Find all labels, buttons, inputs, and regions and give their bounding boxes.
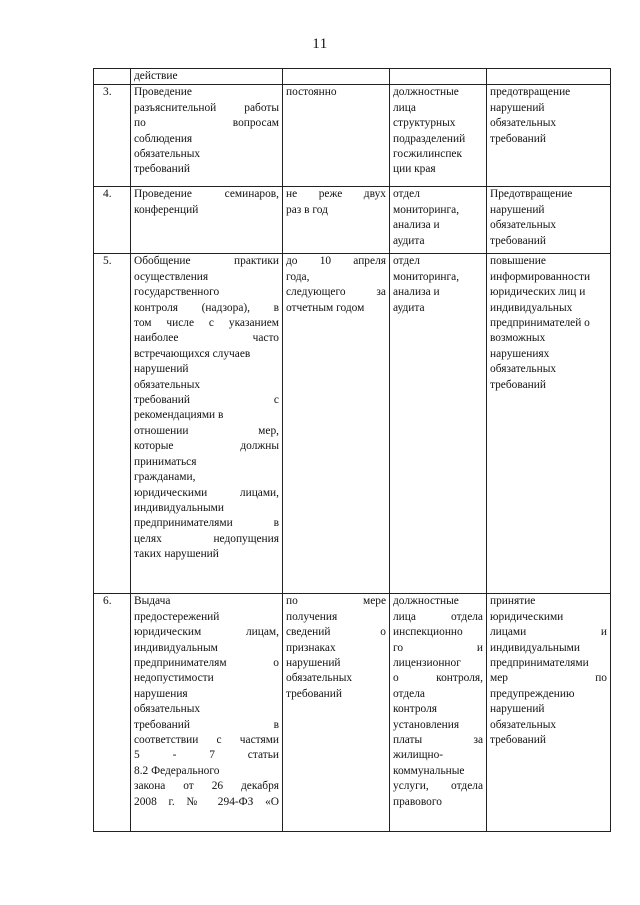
action-line: гражданами, [134, 471, 196, 484]
responsible-line: платы за [393, 734, 483, 747]
action-line: индивидуальным [134, 641, 218, 654]
result-line: обязательных [490, 718, 557, 731]
action-line: таких нарушений [134, 548, 219, 561]
cell-responsible [390, 85, 487, 187]
action-line: осуществления [134, 270, 209, 283]
responsible-line: отдел [393, 188, 420, 201]
result-line: нарушений [490, 703, 545, 716]
result-line: обязательных [490, 117, 557, 130]
action-line: предпринимателями в [134, 517, 279, 530]
result-line: обязательных [490, 363, 557, 376]
responsible-line: установления [393, 718, 460, 731]
action-line: государственного [134, 286, 220, 299]
table-row [94, 85, 611, 187]
responsible-line: жилищно- [393, 749, 444, 762]
page-number: 11 [312, 36, 328, 52]
action-line: Обобщение практики [134, 255, 279, 268]
result-line: предпринимателей о [490, 317, 590, 330]
action-line: Проведение [134, 86, 192, 99]
term-line: не реже двух [286, 188, 386, 201]
responsible-line: инспекционно [393, 626, 463, 639]
cell-num [94, 187, 131, 254]
cell-result [487, 187, 611, 254]
responsible-line: мониторинга, [393, 203, 460, 216]
table-row [94, 187, 611, 254]
result-line: требований [490, 234, 546, 247]
cell-term [283, 254, 390, 594]
result-line: нарушений [490, 101, 545, 114]
result-line: предупреждению [490, 687, 575, 700]
continuation-row [94, 69, 611, 85]
action-line: отношении мер, [134, 424, 279, 437]
action-line: требований в [134, 718, 279, 731]
action-line: нарушений [134, 363, 189, 376]
responsible-line: анализа и [393, 286, 440, 299]
result-line: юридических лиц и [490, 286, 586, 299]
action-line: индивидуальными [134, 501, 224, 514]
responsible-line: ции края [393, 163, 436, 176]
action-line: том числе с указанием [134, 317, 279, 330]
term-line: получения [286, 610, 338, 623]
responsible-line: отдела [393, 687, 425, 700]
action-line: целях недопущения [134, 532, 279, 545]
cell-result [487, 254, 611, 594]
term-line: года, [286, 270, 310, 283]
term-line: отчетным годом [286, 301, 365, 314]
result-line: информированности [490, 270, 591, 283]
cell-term [283, 594, 390, 832]
action-line: которые должны [134, 440, 279, 453]
row-number: 6. [103, 595, 112, 608]
action-line: обязательных [134, 378, 201, 391]
action-line: нарушения [134, 687, 188, 700]
responsible-line: контроля [393, 703, 438, 716]
result-line: мер по [490, 672, 607, 685]
cell-responsible [390, 187, 487, 254]
result-line: нарушений [490, 203, 545, 216]
action-line: соответствии с частями [134, 734, 279, 747]
result-line: обязательных [490, 219, 557, 232]
action-line: юридическим лицам, [134, 626, 279, 639]
responsible-line: подразделений [393, 132, 466, 145]
responsible-line: отдел [393, 255, 420, 268]
result-line: требований [490, 734, 546, 747]
action-line: по вопросам [134, 117, 279, 130]
result-line: индивидуальных [490, 301, 573, 314]
responsible-line: структурных [393, 117, 456, 130]
action-line: юридическими лицами, [134, 486, 279, 499]
responsible-line: го и [393, 641, 483, 654]
responsible-line: услуги, отдела [393, 780, 483, 793]
cell-result [487, 594, 611, 832]
cell-action [131, 69, 283, 85]
cell-term [283, 187, 390, 254]
action-line: предпринимателям о [134, 657, 279, 670]
row-number: 5. [103, 255, 112, 268]
cell-action [131, 187, 283, 254]
term-line: до 10 апреля [286, 255, 386, 268]
result-line: предотвращение [490, 86, 571, 99]
term-line: по мере [286, 595, 386, 608]
action-line: недопустимости [134, 672, 214, 685]
table-row [94, 254, 611, 594]
table-row [94, 594, 611, 832]
term-line: признаках [286, 641, 336, 654]
action-line: 5 - 7 статьи [134, 749, 279, 762]
responsible-line: госжилинспек [393, 148, 463, 161]
action-line: приниматься [134, 455, 197, 468]
result-line: индивидуальными [490, 641, 580, 654]
row-number: 4. [103, 188, 112, 201]
result-line: лицами и [490, 626, 607, 639]
responsible-line: должностные [393, 86, 459, 99]
term-line: следующего за [286, 286, 386, 299]
plan-table [93, 68, 611, 832]
responsible-line: должностные [393, 595, 459, 608]
term-line: нарушений [286, 657, 341, 670]
cell-action [131, 85, 283, 187]
action-line: Проведение семинаров, [134, 188, 279, 201]
action-line: рекомендациями в [134, 409, 224, 422]
result-line: требований [490, 132, 546, 145]
responsible-line: анализа и [393, 219, 440, 232]
cell-action [131, 254, 283, 594]
result-line: возможных [490, 332, 546, 345]
action-line: наиболее часто [134, 332, 279, 345]
action-line: требований с [134, 394, 279, 407]
cell-term [283, 69, 390, 85]
term-line: раз в год [286, 203, 328, 216]
action-line: разъяснительной работы [134, 101, 279, 114]
responsible-line: лицензионног [393, 657, 461, 670]
action-tail: действие [134, 70, 178, 82]
action-line: встречающихся случаев [134, 347, 251, 360]
cell-action [131, 594, 283, 832]
cell-num [94, 594, 131, 832]
result-line: предпринимателями [490, 657, 589, 670]
action-line: соблюдения [134, 132, 193, 145]
action-line: контроля (надзора), в [134, 301, 279, 314]
action-line: требований [134, 163, 190, 176]
term-line: обязательных [286, 672, 353, 685]
cell-num [94, 69, 131, 85]
row-number: 3. [103, 86, 112, 99]
responsible-line: правового [393, 795, 442, 808]
cell-responsible [390, 69, 487, 85]
term-line: сведений о [286, 626, 386, 639]
result-line: требований [490, 378, 546, 391]
action-line: 8.2 Федерального [134, 764, 220, 777]
responsible-line: о контроля, [393, 672, 483, 685]
action-line: Выдача [134, 595, 171, 608]
responsible-line: аудита [393, 301, 425, 314]
action-line: обязательных [134, 148, 201, 161]
term-line: требований [286, 687, 342, 700]
action-line: обязательных [134, 703, 201, 716]
result-line: юридическими [490, 610, 564, 623]
cell-result [487, 85, 611, 187]
responsible-line: лица [393, 101, 416, 114]
cell-responsible [390, 594, 487, 832]
responsible-line: аудита [393, 234, 425, 247]
cell-num [94, 85, 131, 187]
result-line: нарушениях [490, 347, 550, 360]
cell-term [283, 85, 390, 187]
result-line: повышение [490, 255, 546, 268]
action-line: конференций [134, 203, 199, 216]
cell-result [487, 69, 611, 85]
responsible-line: коммунальные [393, 764, 465, 777]
term-line: постоянно [286, 86, 337, 99]
action-line: 2008 г. № 294-ФЗ «О [134, 795, 279, 808]
result-line: принятие [490, 595, 536, 608]
responsible-line: мониторинга, [393, 270, 460, 283]
cell-responsible [390, 254, 487, 594]
result-line: Предотвращение [490, 188, 573, 201]
action-line: закона от 26 декабря [134, 780, 279, 793]
cell-num [94, 254, 131, 594]
action-line: предостережений [134, 610, 220, 623]
responsible-line: лица отдела [393, 610, 483, 623]
